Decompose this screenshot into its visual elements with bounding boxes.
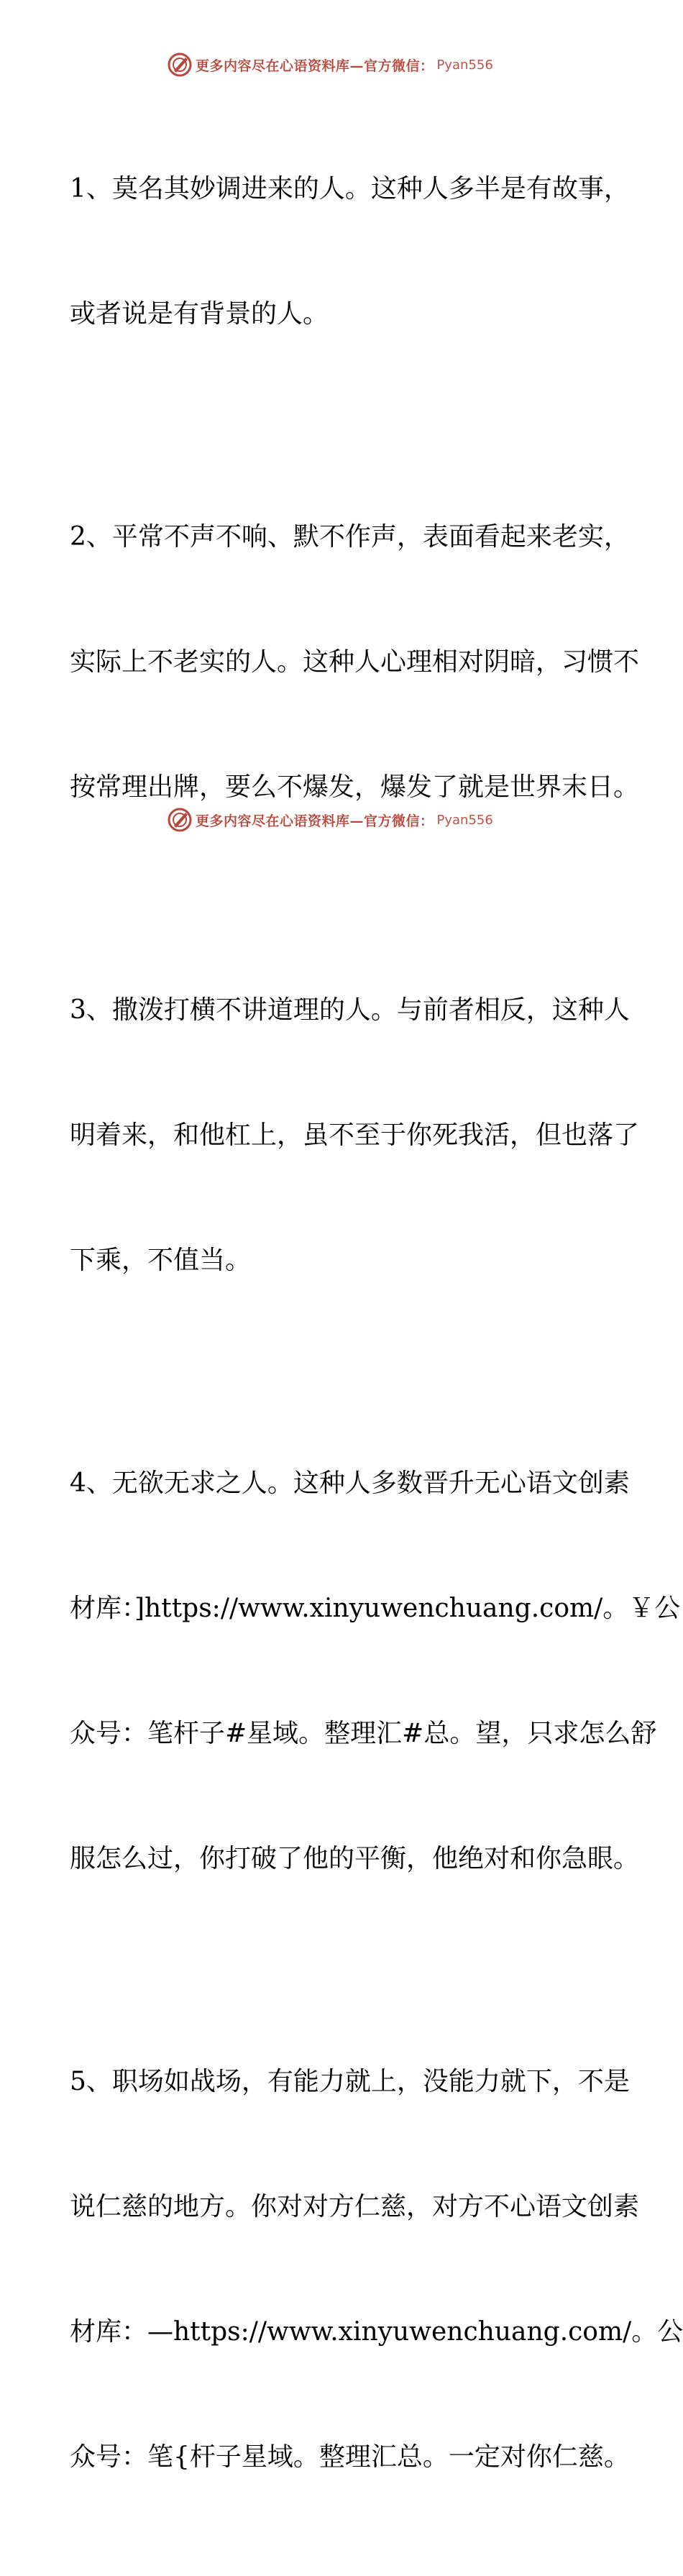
logo-icon (167, 52, 193, 78)
paragraph-line: 或者说是有背景的人。 (70, 299, 329, 329)
paragraph-5 (70, 1978, 683, 2562)
paragraph-line: 材库：—https://www.xinyuwenchuang.com/。公 (70, 2317, 683, 2347)
paragraph-4 (70, 1379, 681, 1963)
header-banner (167, 50, 526, 79)
footer-banner (167, 805, 526, 834)
paragraph-line: 材库：]https://www.xinyuwenchuang.com/。￥公 (70, 1594, 681, 1623)
logo-icon (167, 807, 193, 833)
header-banner-text: 更多内容尽在心语资料库—官方微信： (196, 58, 434, 74)
paragraph-line: 4、无欲无求之人。这种人多数晋升无心语文创素 (70, 1469, 630, 1498)
paragraph-line: 3、撒泼打横不讲道理的人。与前者相反，这种人 (70, 995, 630, 1025)
paragraph-line: 按常理出牌，要么不爆发，爆发了就是世界末日。 (70, 772, 640, 802)
paragraph-line: 下乘，不值当。 (70, 1246, 252, 1275)
paragraph-3 (70, 906, 640, 1365)
paragraph-line: 众号：笔杆子#星域。整理汇#总。望，只求怎么舒 (70, 1719, 657, 1748)
footer-wechat-id: Pyan556 (436, 812, 493, 828)
article-body (70, 85, 683, 2576)
paragraph-line: 1、莫名其妙调进来的人。这种人多半是有故事， (70, 174, 630, 204)
paragraph-line: 服怎么过，你打破了他的平衡，他绝对和你急眼。 (70, 1844, 640, 1873)
paragraph-line: 明着来，和他杠上，虽不至于你死我活，但也落了 (70, 1120, 640, 1150)
paragraph-line: 众号：笔{杆子星域。整理汇总。一定对你仁慈。 (70, 2442, 630, 2472)
paragraph-line: 说仁慈的地方。你对对方仁慈，对方不心语文创素 (70, 2192, 640, 2221)
paragraph-line: 5、职场如战场，有能力就上，没能力就下，不是 (70, 2067, 630, 2096)
paragraph-1 (70, 85, 630, 419)
paragraph-line: 实际上不老实的人。这种人心理相对阴暗，习惯不 (70, 647, 640, 677)
footer-banner-text: 更多内容尽在心语资料库—官方微信： (196, 813, 434, 829)
header-wechat-id: Pyan556 (436, 57, 493, 73)
paragraph-line: 2、平常不声不响、默不作声，表面看起来老实， (70, 522, 630, 552)
